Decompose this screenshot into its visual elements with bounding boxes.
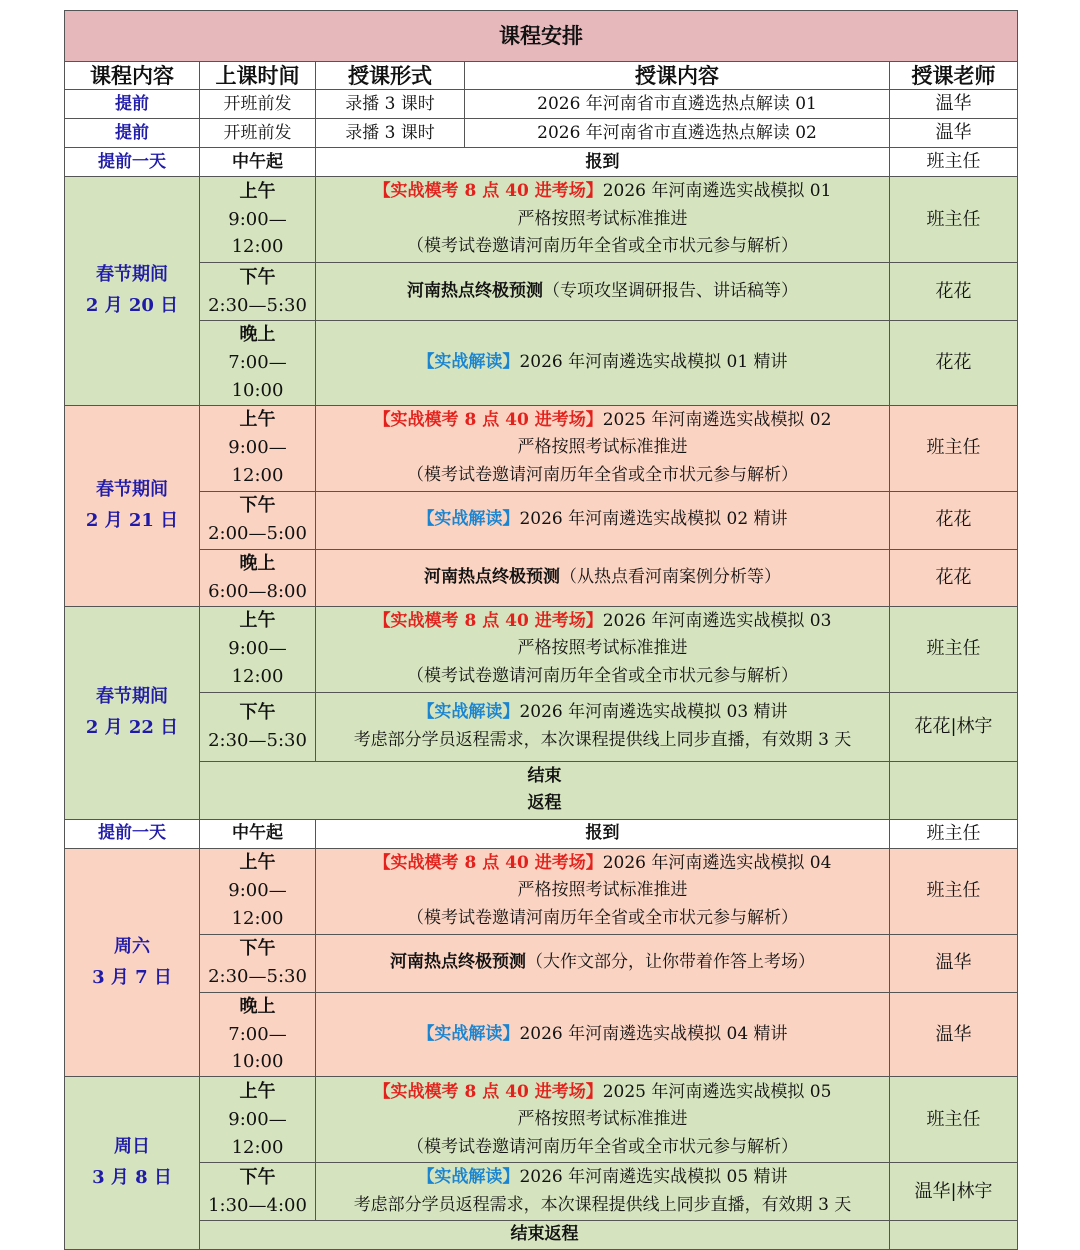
session-label: 晚上 — [239, 552, 276, 574]
pre-teacher: 温华 — [890, 90, 1018, 119]
analysis-tag: 【实战解读】 — [417, 509, 520, 530]
session-teacher: 班主任 — [890, 1077, 1018, 1163]
analysis-title: 2026 年河南遴选实战模拟 02 精讲 — [519, 509, 788, 530]
session-label: 下午 — [239, 701, 276, 723]
analysis-title: 2026 年河南遴选实战模拟 03 精讲 — [519, 702, 788, 723]
forecast-detail: （从热点看河南案例分析等） — [560, 566, 781, 587]
header-course: 课程内容 — [65, 62, 200, 90]
day-date: 2 月 22 日 — [85, 716, 179, 738]
session-content — [316, 606, 890, 692]
live-note: 考虑部分学员返程需求，本次课程提供线上同步直播，有效期 3 天 — [353, 729, 852, 750]
checkin-time: 中午起 — [200, 148, 316, 177]
checkin-teacher: 班主任 — [890, 819, 1018, 848]
forecast-title: 河南热点终极预测 — [390, 952, 526, 973]
session-label: 上午 — [239, 1081, 276, 1102]
session-teacher: 花花 — [890, 549, 1018, 606]
session-teacher: 班主任 — [890, 405, 1018, 491]
analysis-title: 2026 年河南遴选实战模拟 05 精讲 — [519, 1167, 788, 1188]
session-content — [316, 848, 890, 934]
session-time — [200, 692, 316, 761]
session-label: 上午 — [239, 409, 276, 431]
session-teacher: 花花 — [890, 263, 1018, 321]
session-time — [200, 848, 316, 934]
table-title: 课程安排 — [65, 11, 1018, 62]
day-name: 周六 — [114, 935, 150, 957]
invite-note: （模考试卷邀请河南历年全省或全市状元参与解析） — [407, 236, 798, 257]
checkin-label: 提前一天 — [65, 148, 200, 177]
session-content — [316, 491, 890, 549]
session-hours: 2:30—5:30 — [208, 966, 307, 988]
analysis-tag: 【实战解读】 — [417, 702, 520, 723]
pre-label: 提前 — [65, 90, 200, 119]
checkin-content: 报到 — [316, 819, 890, 848]
checkin-content: 报到 — [316, 148, 890, 177]
session-content — [316, 263, 890, 321]
session-hours: 2:30—5:30 — [208, 294, 307, 316]
session-content — [316, 549, 890, 606]
session-content — [316, 1077, 890, 1163]
pre-teacher: 温华 — [890, 119, 1018, 148]
invite-note: （模考试卷邀请河南历年全省或全市状元参与解析） — [407, 907, 798, 928]
empty-teacher — [890, 761, 1018, 819]
pre-content: 2026 年河南省市直遴选热点解读 01 — [465, 90, 890, 119]
header-time: 上课时间 — [200, 62, 316, 90]
pre-time: 开班前发 — [200, 90, 316, 119]
session-hours: 7:00—10:00 — [228, 351, 287, 401]
mock-title: 2025 年河南遴选实战模拟 02 — [602, 409, 832, 430]
strict-note: 严格按照考试标准推进 — [517, 638, 688, 659]
day-date: 2 月 21 日 — [85, 509, 179, 531]
session-content — [316, 321, 890, 406]
session-teacher: 班主任 — [890, 848, 1018, 934]
invite-note: （模考试卷邀请河南历年全省或全市状元参与解析） — [407, 665, 798, 686]
session-content — [316, 177, 890, 263]
pre-form: 录播 3 课时 — [316, 90, 465, 119]
checkin-teacher: 班主任 — [890, 148, 1018, 177]
session-time — [200, 992, 316, 1077]
mock-title: 2025 年河南遴选实战模拟 05 — [602, 1081, 832, 1102]
schedule-table — [64, 10, 1018, 1250]
session-label: 上午 — [239, 180, 276, 202]
session-content — [316, 405, 890, 491]
checkin-time: 中午起 — [200, 819, 316, 848]
mock-title: 2026 年河南遴选实战模拟 01 — [602, 181, 832, 202]
header-content: 授课内容 — [465, 62, 890, 90]
analysis-tag: 【实战解读】 — [417, 1167, 520, 1188]
session-teacher: 班主任 — [890, 606, 1018, 692]
day-cell — [65, 405, 200, 606]
session-hours: 9:00—12:00 — [228, 208, 287, 258]
day-name: 春节期间 — [96, 264, 168, 286]
end-note — [200, 761, 890, 819]
end-note — [200, 1221, 890, 1249]
empty-teacher — [890, 1221, 1018, 1249]
mock-title: 2026 年河南遴选实战模拟 04 — [602, 852, 832, 873]
return-label: 返程 — [527, 793, 562, 814]
session-hours: 6:00—8:00 — [208, 580, 307, 602]
session-hours: 9:00—12:00 — [228, 437, 287, 487]
session-label: 上午 — [239, 852, 276, 874]
day-name: 周日 — [114, 1136, 150, 1158]
mock-tag: 【实战模考 8 点 40 进考场】 — [373, 610, 603, 631]
session-hours: 2:00—5:00 — [208, 523, 307, 545]
analysis-title: 2026 年河南遴选实战模拟 01 精讲 — [519, 352, 788, 373]
day-date: 2 月 20 日 — [85, 294, 179, 316]
pre-content: 2026 年河南省市直遴选热点解读 02 — [465, 119, 890, 148]
session-time — [200, 934, 316, 992]
session-hours: 2:30—5:30 — [208, 729, 307, 751]
session-teacher: 花花 — [890, 491, 1018, 549]
analysis-tag: 【实战解读】 — [417, 1023, 520, 1044]
session-time — [200, 1163, 316, 1221]
session-teacher: 温华|林宇 — [890, 1163, 1018, 1221]
analysis-title: 2026 年河南遴选实战模拟 04 精讲 — [519, 1023, 788, 1044]
day-name: 春节期间 — [96, 686, 168, 708]
session-teacher: 班主任 — [890, 177, 1018, 263]
session-time — [200, 1077, 316, 1163]
session-content — [316, 992, 890, 1077]
day-date: 3 月 7 日 — [92, 966, 172, 988]
session-label: 晚上 — [239, 324, 276, 345]
session-label: 下午 — [239, 495, 276, 517]
session-label: 晚上 — [239, 995, 276, 1017]
analysis-tag: 【实战解读】 — [417, 352, 520, 373]
invite-note: （模考试卷邀请河南历年全省或全市状元参与解析） — [407, 464, 798, 485]
session-label: 上午 — [239, 610, 276, 632]
header-teacher: 授课老师 — [890, 62, 1018, 90]
strict-note: 严格按照考试标准推进 — [517, 208, 688, 229]
session-time — [200, 263, 316, 321]
day-cell — [65, 1077, 200, 1249]
session-content — [316, 934, 890, 992]
session-hours: 9:00—12:00 — [228, 638, 287, 688]
pre-label: 提前 — [65, 119, 200, 148]
day-name: 春节期间 — [96, 479, 168, 501]
session-label: 下午 — [239, 938, 276, 960]
strict-note: 严格按照考试标准推进 — [517, 437, 688, 458]
session-time — [200, 321, 316, 406]
day-date: 3 月 8 日 — [92, 1166, 172, 1188]
forecast-title: 河南热点终极预测 — [424, 566, 560, 587]
mock-tag: 【实战模考 8 点 40 进考场】 — [373, 409, 603, 430]
session-hours: 9:00—12:00 — [228, 880, 287, 930]
pre-form: 录播 3 课时 — [316, 119, 465, 148]
mock-tag: 【实战模考 8 点 40 进考场】 — [373, 852, 603, 873]
forecast-detail: （专项攻坚调研报告、讲话稿等） — [543, 280, 798, 301]
strict-note: 严格按照考试标准推进 — [517, 880, 688, 901]
session-hours: 7:00—10:00 — [228, 1023, 287, 1073]
session-time — [200, 491, 316, 549]
forecast-title: 河南热点终极预测 — [407, 280, 543, 301]
mock-tag: 【实战模考 8 点 40 进考场】 — [373, 181, 603, 202]
day-cell — [65, 177, 200, 406]
checkin-label: 提前一天 — [65, 819, 200, 848]
session-time — [200, 177, 316, 263]
session-hours: 9:00—12:00 — [228, 1108, 287, 1158]
mock-tag: 【实战模考 8 点 40 进考场】 — [373, 1081, 603, 1102]
session-content — [316, 692, 890, 761]
session-time — [200, 549, 316, 606]
session-teacher: 花花 — [890, 321, 1018, 406]
forecast-detail: （大作文部分，让你带着作答上考场） — [526, 952, 815, 973]
session-teacher: 花花|林宇 — [890, 692, 1018, 761]
session-teacher: 温华 — [890, 934, 1018, 992]
strict-note: 严格按照考试标准推进 — [517, 1109, 688, 1130]
end-label: 结束 — [527, 765, 562, 786]
session-time — [200, 606, 316, 692]
invite-note: （模考试卷邀请河南历年全省或全市状元参与解析） — [407, 1136, 798, 1157]
end-return-label: 结束返程 — [510, 1224, 579, 1245]
day-cell — [65, 606, 200, 819]
session-hours: 1:30—4:00 — [208, 1194, 307, 1216]
session-teacher: 温华 — [890, 992, 1018, 1077]
live-note: 考虑部分学员返程需求，本次课程提供线上同步直播，有效期 3 天 — [353, 1194, 852, 1215]
header-form: 授课形式 — [316, 62, 465, 90]
session-content — [316, 1163, 890, 1221]
session-label: 下午 — [239, 1166, 276, 1188]
pre-time: 开班前发 — [200, 119, 316, 148]
mock-title: 2026 年河南遴选实战模拟 03 — [602, 610, 832, 631]
session-label: 下午 — [239, 266, 276, 288]
day-cell — [65, 848, 200, 1077]
session-time — [200, 405, 316, 491]
